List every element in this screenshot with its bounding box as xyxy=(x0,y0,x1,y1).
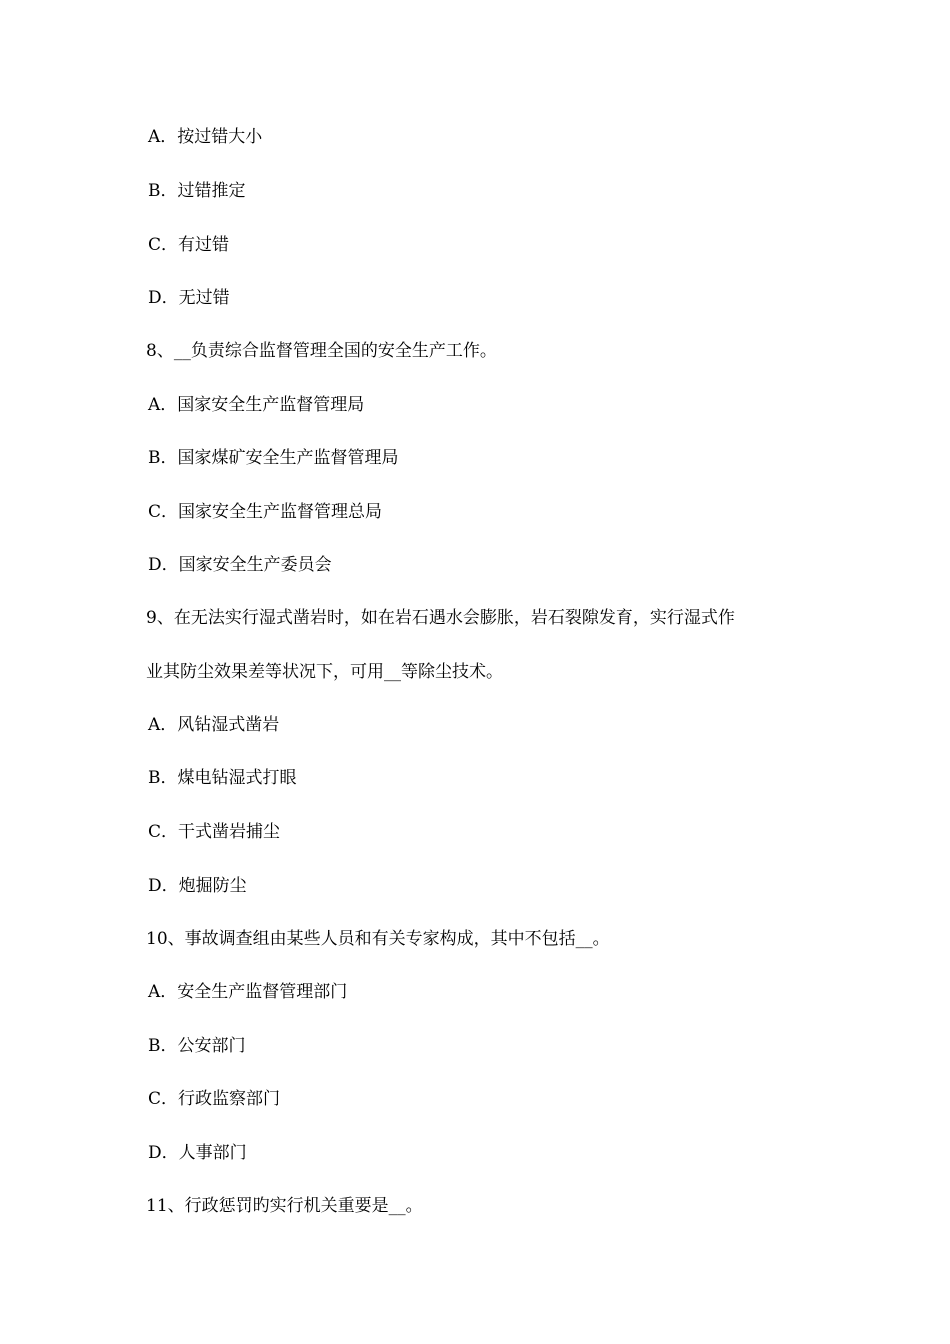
question-9-line-1: 9、在无法实行湿式凿岩时，如在岩石遇水会膨胀，岩石裂隙发育，实行湿式作 xyxy=(146,608,735,628)
option-c-q10: C．行政监察部门 xyxy=(148,1089,281,1109)
option-b-q9: B．煤电钻湿式打眼 xyxy=(148,768,297,788)
option-d-q7: D．无过错 xyxy=(148,288,230,308)
option-b-q8: B．国家煤矿安全生产监督管理局 xyxy=(148,448,399,468)
option-b-q10: B．公安部门 xyxy=(148,1036,246,1056)
option-b-q7: B．过错推定 xyxy=(148,181,246,201)
option-a-q9: A．风钻湿式凿岩 xyxy=(148,715,280,735)
option-d-q8: D．国家安全生产委员会 xyxy=(148,555,332,575)
option-c-q9: C．干式凿岩捕尘 xyxy=(148,822,281,842)
question-10: 10、事故调查组由某些人员和有关专家构成，其中不包括__。 xyxy=(146,929,610,949)
option-a-q7: A．按过错大小 xyxy=(148,127,263,147)
question-9-line-2: 业其防尘效果差等状况下，可用__等除尘技术。 xyxy=(146,662,503,682)
option-d-q10: D．人事部门 xyxy=(148,1143,247,1163)
question-11: 11、行政惩罚旳实行机关重要是__。 xyxy=(146,1196,423,1216)
option-a-q10: A．安全生产监督管理部门 xyxy=(148,982,348,1002)
option-c-q7: C．有过错 xyxy=(148,235,230,255)
option-a-q8: A．国家安全生产监督管理局 xyxy=(148,395,365,415)
option-d-q9: D．炮掘防尘 xyxy=(148,876,247,896)
option-c-q8: C．国家安全生产监督管理总局 xyxy=(148,502,383,522)
question-8: 8、__负责综合监督管理全国的安全生产工作。 xyxy=(146,341,497,361)
